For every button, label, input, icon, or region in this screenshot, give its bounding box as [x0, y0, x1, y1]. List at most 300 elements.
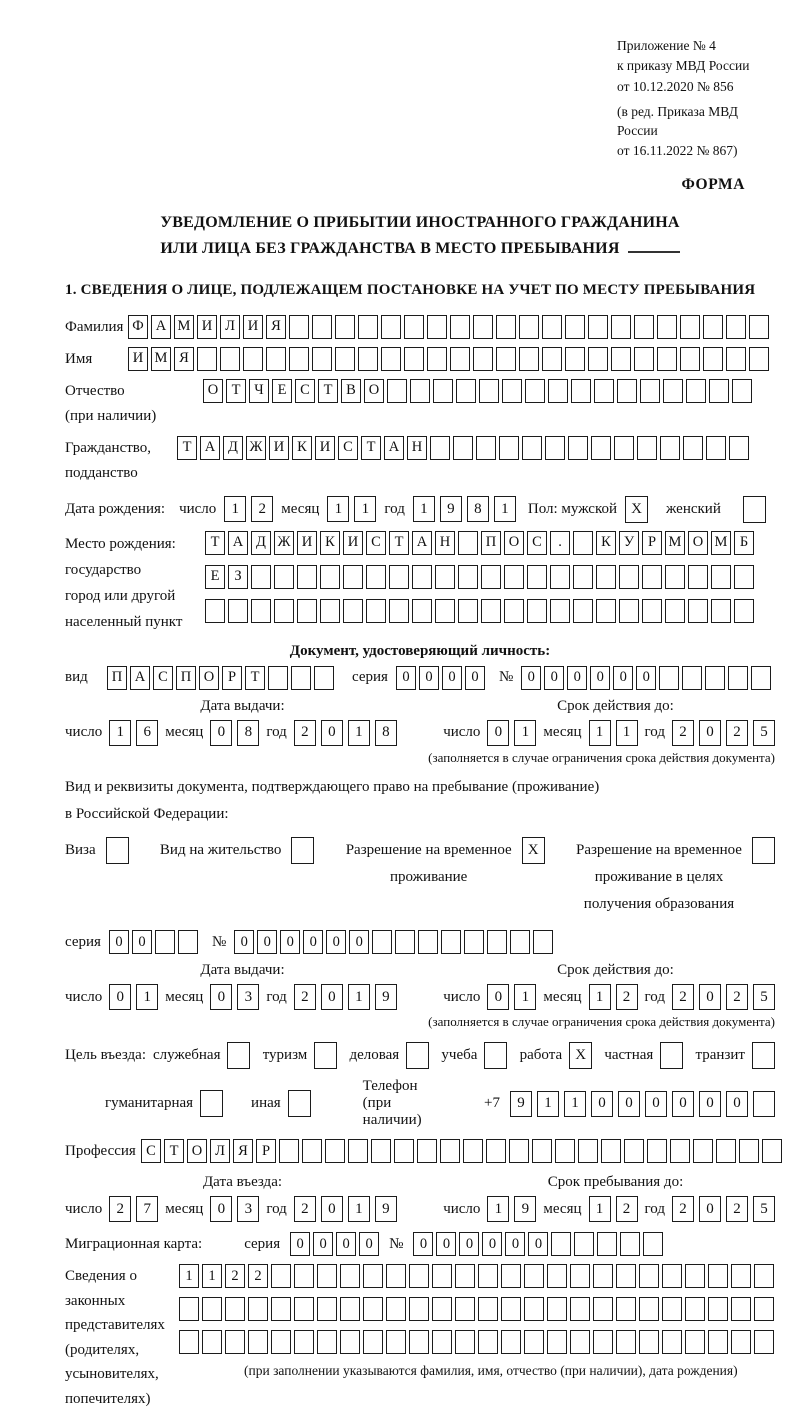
char-cell[interactable]: 0: [413, 1232, 433, 1256]
purpose-business-checkbox[interactable]: [227, 1042, 250, 1069]
char-cell[interactable]: 1: [179, 1264, 199, 1288]
char-cell[interactable]: [279, 1139, 299, 1163]
char-cell[interactable]: 1: [487, 1196, 509, 1222]
char-cell[interactable]: [709, 379, 729, 403]
char-cell[interactable]: Т: [245, 666, 265, 690]
char-cell[interactable]: 9: [514, 1196, 536, 1222]
char-cell[interactable]: [317, 1264, 337, 1288]
char-cell[interactable]: 0: [210, 1196, 232, 1222]
purpose-work-checkbox[interactable]: X: [569, 1042, 592, 1069]
char-cell[interactable]: 5: [753, 984, 775, 1010]
char-cell[interactable]: [660, 436, 680, 460]
char-cell[interactable]: 2: [294, 1196, 316, 1222]
char-cell[interactable]: 0: [442, 666, 462, 690]
char-cell[interactable]: [573, 531, 593, 555]
char-cell[interactable]: 2: [726, 1196, 748, 1222]
char-cell[interactable]: [524, 1330, 544, 1354]
char-cell[interactable]: .: [550, 531, 570, 555]
char-cell[interactable]: Л: [220, 315, 240, 339]
char-cell[interactable]: 2: [109, 1196, 131, 1222]
char-cell[interactable]: [634, 347, 654, 371]
char-cell[interactable]: 2: [726, 720, 748, 746]
char-cell[interactable]: В: [341, 379, 361, 403]
char-cell[interactable]: З: [228, 565, 248, 589]
char-cell[interactable]: [366, 565, 386, 589]
char-cell[interactable]: 0: [465, 666, 485, 690]
char-cell[interactable]: [570, 1264, 590, 1288]
char-cell[interactable]: [642, 565, 662, 589]
char-cell[interactable]: 1: [348, 720, 370, 746]
char-cell[interactable]: Е: [205, 565, 225, 589]
char-cell[interactable]: [395, 930, 415, 954]
char-cell[interactable]: [320, 599, 340, 623]
char-cell[interactable]: С: [366, 531, 386, 555]
char-cell[interactable]: [458, 565, 478, 589]
char-cell[interactable]: 0: [699, 1196, 721, 1222]
char-cell[interactable]: 9: [375, 1196, 397, 1222]
char-cell[interactable]: 8: [375, 720, 397, 746]
char-cell[interactable]: [728, 666, 748, 690]
char-cell[interactable]: 0: [290, 1232, 310, 1256]
char-cell[interactable]: [381, 315, 401, 339]
char-cell[interactable]: [762, 1139, 782, 1163]
char-cell[interactable]: [703, 347, 723, 371]
char-cell[interactable]: [340, 1264, 360, 1288]
char-cell[interactable]: [202, 1297, 222, 1321]
char-cell[interactable]: 0: [487, 984, 509, 1010]
char-cell[interactable]: Е: [272, 379, 292, 403]
char-cell[interactable]: [617, 379, 637, 403]
char-cell[interactable]: [289, 315, 309, 339]
char-cell[interactable]: [430, 436, 450, 460]
char-cell[interactable]: [754, 1264, 774, 1288]
char-cell[interactable]: И: [297, 531, 317, 555]
char-cell[interactable]: [271, 1330, 291, 1354]
char-cell[interactable]: С: [338, 436, 358, 460]
char-cell[interactable]: [573, 599, 593, 623]
char-cell[interactable]: [409, 1330, 429, 1354]
char-cell[interactable]: [496, 315, 516, 339]
char-cell[interactable]: [476, 436, 496, 460]
char-cell[interactable]: [266, 347, 286, 371]
char-cell[interactable]: 0: [210, 984, 232, 1010]
char-cell[interactable]: [381, 347, 401, 371]
char-cell[interactable]: [297, 565, 317, 589]
char-cell[interactable]: [427, 347, 447, 371]
char-cell[interactable]: [739, 1139, 759, 1163]
char-cell[interactable]: [464, 930, 484, 954]
char-cell[interactable]: [291, 666, 311, 690]
sex-male-checkbox[interactable]: X: [625, 496, 648, 523]
char-cell[interactable]: 0: [567, 666, 587, 690]
char-cell[interactable]: 0: [234, 930, 254, 954]
char-cell[interactable]: [404, 347, 424, 371]
char-cell[interactable]: Т: [226, 379, 246, 403]
char-cell[interactable]: [593, 1330, 613, 1354]
char-cell[interactable]: [501, 1264, 521, 1288]
char-cell[interactable]: [639, 1264, 659, 1288]
char-cell[interactable]: [312, 347, 332, 371]
char-cell[interactable]: [565, 315, 585, 339]
char-cell[interactable]: [363, 1330, 383, 1354]
char-cell[interactable]: [363, 1264, 383, 1288]
char-cell[interactable]: [202, 1330, 222, 1354]
char-cell[interactable]: [611, 347, 631, 371]
sex-female-checkbox[interactable]: [743, 496, 766, 523]
char-cell[interactable]: [481, 599, 501, 623]
char-cell[interactable]: [686, 379, 706, 403]
char-cell[interactable]: 0: [349, 930, 369, 954]
char-cell[interactable]: [501, 1330, 521, 1354]
char-cell[interactable]: [268, 666, 288, 690]
char-cell[interactable]: [731, 1297, 751, 1321]
char-cell[interactable]: [481, 565, 501, 589]
char-cell[interactable]: [680, 315, 700, 339]
char-cell[interactable]: 0: [419, 666, 439, 690]
char-cell[interactable]: [389, 599, 409, 623]
char-cell[interactable]: [705, 666, 725, 690]
char-cell[interactable]: 1: [348, 1196, 370, 1222]
char-cell[interactable]: [616, 1297, 636, 1321]
char-cell[interactable]: [302, 1139, 322, 1163]
char-cell[interactable]: Т: [205, 531, 225, 555]
char-cell[interactable]: [297, 599, 317, 623]
char-cell[interactable]: [519, 347, 539, 371]
char-cell[interactable]: [574, 1232, 594, 1256]
char-cell[interactable]: Б: [734, 531, 754, 555]
char-cell[interactable]: [453, 436, 473, 460]
char-cell[interactable]: О: [688, 531, 708, 555]
char-cell[interactable]: [358, 315, 378, 339]
char-cell[interactable]: Д: [251, 531, 271, 555]
char-cell[interactable]: [551, 1232, 571, 1256]
char-cell[interactable]: [565, 347, 585, 371]
char-cell[interactable]: Р: [256, 1139, 276, 1163]
char-cell[interactable]: 1: [589, 984, 611, 1010]
char-cell[interactable]: [456, 379, 476, 403]
char-cell[interactable]: [662, 1330, 682, 1354]
char-cell[interactable]: 0: [699, 1091, 721, 1117]
char-cell[interactable]: 0: [109, 984, 131, 1010]
char-cell[interactable]: Н: [435, 531, 455, 555]
char-cell[interactable]: [588, 315, 608, 339]
char-cell[interactable]: [440, 1139, 460, 1163]
char-cell[interactable]: [568, 436, 588, 460]
char-cell[interactable]: 1: [616, 720, 638, 746]
char-cell[interactable]: [418, 930, 438, 954]
char-cell[interactable]: [463, 1139, 483, 1163]
char-cell[interactable]: 0: [699, 720, 721, 746]
char-cell[interactable]: Я: [233, 1139, 253, 1163]
char-cell[interactable]: [504, 565, 524, 589]
char-cell[interactable]: [473, 315, 493, 339]
char-cell[interactable]: [504, 599, 524, 623]
char-cell[interactable]: [509, 1139, 529, 1163]
char-cell[interactable]: [412, 599, 432, 623]
char-cell[interactable]: М: [174, 315, 194, 339]
char-cell[interactable]: [155, 930, 175, 954]
char-cell[interactable]: [688, 565, 708, 589]
char-cell[interactable]: [680, 347, 700, 371]
char-cell[interactable]: [499, 436, 519, 460]
char-cell[interactable]: [372, 930, 392, 954]
char-cell[interactable]: К: [292, 436, 312, 460]
char-cell[interactable]: [501, 1297, 521, 1321]
char-cell[interactable]: С: [527, 531, 547, 555]
char-cell[interactable]: [662, 1264, 682, 1288]
char-cell[interactable]: Д: [223, 436, 243, 460]
char-cell[interactable]: [611, 315, 631, 339]
char-cell[interactable]: [409, 1297, 429, 1321]
char-cell[interactable]: [616, 1330, 636, 1354]
char-cell[interactable]: [387, 379, 407, 403]
char-cell[interactable]: 0: [396, 666, 416, 690]
char-cell[interactable]: [542, 315, 562, 339]
char-cell[interactable]: 2: [294, 984, 316, 1010]
char-cell[interactable]: Т: [164, 1139, 184, 1163]
char-cell[interactable]: [225, 1297, 245, 1321]
char-cell[interactable]: 2: [726, 984, 748, 1010]
char-cell[interactable]: 0: [699, 984, 721, 1010]
char-cell[interactable]: [248, 1297, 268, 1321]
char-cell[interactable]: [726, 315, 746, 339]
char-cell[interactable]: 0: [313, 1232, 333, 1256]
char-cell[interactable]: С: [295, 379, 315, 403]
char-cell[interactable]: 0: [636, 666, 656, 690]
char-cell[interactable]: О: [364, 379, 384, 403]
char-cell[interactable]: 0: [591, 1091, 613, 1117]
char-cell[interactable]: [435, 599, 455, 623]
char-cell[interactable]: [478, 1330, 498, 1354]
char-cell[interactable]: [685, 1264, 705, 1288]
char-cell[interactable]: [639, 1297, 659, 1321]
char-cell[interactable]: [179, 1330, 199, 1354]
char-cell[interactable]: 1: [514, 720, 536, 746]
char-cell[interactable]: М: [711, 531, 731, 555]
char-cell[interactable]: [708, 1264, 728, 1288]
char-cell[interactable]: 0: [336, 1232, 356, 1256]
char-cell[interactable]: [729, 436, 749, 460]
char-cell[interactable]: М: [665, 531, 685, 555]
char-cell[interactable]: [693, 1139, 713, 1163]
char-cell[interactable]: [601, 1139, 621, 1163]
char-cell[interactable]: [404, 315, 424, 339]
char-cell[interactable]: [386, 1264, 406, 1288]
char-cell[interactable]: [751, 666, 771, 690]
char-cell[interactable]: [178, 930, 198, 954]
char-cell[interactable]: 0: [280, 930, 300, 954]
char-cell[interactable]: [754, 1330, 774, 1354]
char-cell[interactable]: 3: [237, 984, 259, 1010]
char-cell[interactable]: 2: [616, 984, 638, 1010]
char-cell[interactable]: [243, 347, 263, 371]
char-cell[interactable]: [458, 531, 478, 555]
char-cell[interactable]: [550, 565, 570, 589]
char-cell[interactable]: [496, 347, 516, 371]
char-cell[interactable]: 9: [375, 984, 397, 1010]
char-cell[interactable]: 0: [487, 720, 509, 746]
char-cell[interactable]: [731, 1330, 751, 1354]
char-cell[interactable]: А: [412, 531, 432, 555]
char-cell[interactable]: [410, 379, 430, 403]
char-cell[interactable]: О: [187, 1139, 207, 1163]
char-cell[interactable]: П: [107, 666, 127, 690]
char-cell[interactable]: [643, 1232, 663, 1256]
char-cell[interactable]: Я: [266, 315, 286, 339]
char-cell[interactable]: Ф: [128, 315, 148, 339]
char-cell[interactable]: [248, 1330, 268, 1354]
char-cell[interactable]: [479, 379, 499, 403]
char-cell[interactable]: 9: [440, 496, 462, 522]
char-cell[interactable]: 5: [753, 720, 775, 746]
char-cell[interactable]: [616, 1264, 636, 1288]
char-cell[interactable]: О: [203, 379, 223, 403]
char-cell[interactable]: [473, 347, 493, 371]
char-cell[interactable]: [570, 1330, 590, 1354]
char-cell[interactable]: 2: [294, 720, 316, 746]
char-cell[interactable]: 0: [672, 1091, 694, 1117]
char-cell[interactable]: [312, 315, 332, 339]
char-cell[interactable]: [665, 565, 685, 589]
char-cell[interactable]: 0: [436, 1232, 456, 1256]
char-cell[interactable]: [753, 1091, 775, 1117]
char-cell[interactable]: [251, 599, 271, 623]
purpose-study-checkbox[interactable]: [484, 1042, 507, 1069]
char-cell[interactable]: 9: [510, 1091, 532, 1117]
char-cell[interactable]: [394, 1139, 414, 1163]
char-cell[interactable]: [640, 379, 660, 403]
char-cell[interactable]: [593, 1264, 613, 1288]
char-cell[interactable]: [197, 347, 217, 371]
char-cell[interactable]: [435, 565, 455, 589]
char-cell[interactable]: [432, 1330, 452, 1354]
char-cell[interactable]: [519, 315, 539, 339]
purpose-transit-checkbox[interactable]: [752, 1042, 775, 1069]
char-cell[interactable]: [596, 565, 616, 589]
char-cell[interactable]: [251, 565, 271, 589]
char-cell[interactable]: 2: [225, 1264, 245, 1288]
char-cell[interactable]: [657, 315, 677, 339]
char-cell[interactable]: И: [343, 531, 363, 555]
char-cell[interactable]: [220, 347, 240, 371]
char-cell[interactable]: [532, 1139, 552, 1163]
char-cell[interactable]: [533, 930, 553, 954]
char-cell[interactable]: 0: [321, 984, 343, 1010]
char-cell[interactable]: [179, 1297, 199, 1321]
char-cell[interactable]: [670, 1139, 690, 1163]
char-cell[interactable]: [682, 666, 702, 690]
char-cell[interactable]: [596, 599, 616, 623]
char-cell[interactable]: [478, 1297, 498, 1321]
char-cell[interactable]: 3: [237, 1196, 259, 1222]
purpose-tourism-checkbox[interactable]: [314, 1042, 337, 1069]
char-cell[interactable]: [441, 930, 461, 954]
char-cell[interactable]: 0: [505, 1232, 525, 1256]
char-cell[interactable]: [634, 315, 654, 339]
char-cell[interactable]: 0: [613, 666, 633, 690]
char-cell[interactable]: 2: [672, 720, 694, 746]
char-cell[interactable]: [294, 1330, 314, 1354]
char-cell[interactable]: [455, 1264, 475, 1288]
char-cell[interactable]: [711, 599, 731, 623]
char-cell[interactable]: [478, 1264, 498, 1288]
char-cell[interactable]: [663, 379, 683, 403]
char-cell[interactable]: [548, 379, 568, 403]
char-cell[interactable]: 2: [672, 984, 694, 1010]
char-cell[interactable]: [524, 1297, 544, 1321]
purpose-private-checkbox[interactable]: [660, 1042, 683, 1069]
char-cell[interactable]: [527, 565, 547, 589]
char-cell[interactable]: И: [197, 315, 217, 339]
char-cell[interactable]: П: [481, 531, 501, 555]
char-cell[interactable]: Н: [407, 436, 427, 460]
char-cell[interactable]: [320, 565, 340, 589]
char-cell[interactable]: [647, 1139, 667, 1163]
char-cell[interactable]: [614, 436, 634, 460]
char-cell[interactable]: 8: [467, 496, 489, 522]
char-cell[interactable]: [340, 1297, 360, 1321]
char-cell[interactable]: Ч: [249, 379, 269, 403]
char-cell[interactable]: [522, 436, 542, 460]
char-cell[interactable]: [455, 1297, 475, 1321]
char-cell[interactable]: [688, 599, 708, 623]
char-cell[interactable]: [706, 436, 726, 460]
char-cell[interactable]: [555, 1139, 575, 1163]
char-cell[interactable]: [588, 347, 608, 371]
char-cell[interactable]: [205, 599, 225, 623]
char-cell[interactable]: 1: [136, 984, 158, 1010]
char-cell[interactable]: [417, 1139, 437, 1163]
purpose-humanitarian-checkbox[interactable]: [200, 1090, 223, 1117]
char-cell[interactable]: [510, 930, 530, 954]
char-cell[interactable]: 0: [482, 1232, 502, 1256]
char-cell[interactable]: Л: [210, 1139, 230, 1163]
char-cell[interactable]: [386, 1297, 406, 1321]
char-cell[interactable]: 7: [136, 1196, 158, 1222]
char-cell[interactable]: 0: [645, 1091, 667, 1117]
char-cell[interactable]: 2: [672, 1196, 694, 1222]
char-cell[interactable]: [340, 1330, 360, 1354]
char-cell[interactable]: [620, 1232, 640, 1256]
char-cell[interactable]: [409, 1264, 429, 1288]
char-cell[interactable]: [358, 347, 378, 371]
char-cell[interactable]: 2: [248, 1264, 268, 1288]
char-cell[interactable]: 2: [616, 1196, 638, 1222]
char-cell[interactable]: 2: [251, 496, 273, 522]
char-cell[interactable]: [734, 599, 754, 623]
char-cell[interactable]: [726, 347, 746, 371]
char-cell[interactable]: А: [228, 531, 248, 555]
char-cell[interactable]: [731, 1264, 751, 1288]
char-cell[interactable]: [639, 1330, 659, 1354]
char-cell[interactable]: Ж: [274, 531, 294, 555]
char-cell[interactable]: [734, 565, 754, 589]
char-cell[interactable]: 1: [327, 496, 349, 522]
char-cell[interactable]: [317, 1297, 337, 1321]
char-cell[interactable]: 1: [537, 1091, 559, 1117]
char-cell[interactable]: 1: [202, 1264, 222, 1288]
char-cell[interactable]: [386, 1330, 406, 1354]
char-cell[interactable]: [624, 1139, 644, 1163]
char-cell[interactable]: [685, 1330, 705, 1354]
char-cell[interactable]: [274, 565, 294, 589]
char-cell[interactable]: К: [596, 531, 616, 555]
char-cell[interactable]: [703, 315, 723, 339]
char-cell[interactable]: 0: [459, 1232, 479, 1256]
residence-permit-checkbox[interactable]: [291, 837, 314, 864]
char-cell[interactable]: 0: [321, 1196, 343, 1222]
char-cell[interactable]: [749, 347, 769, 371]
